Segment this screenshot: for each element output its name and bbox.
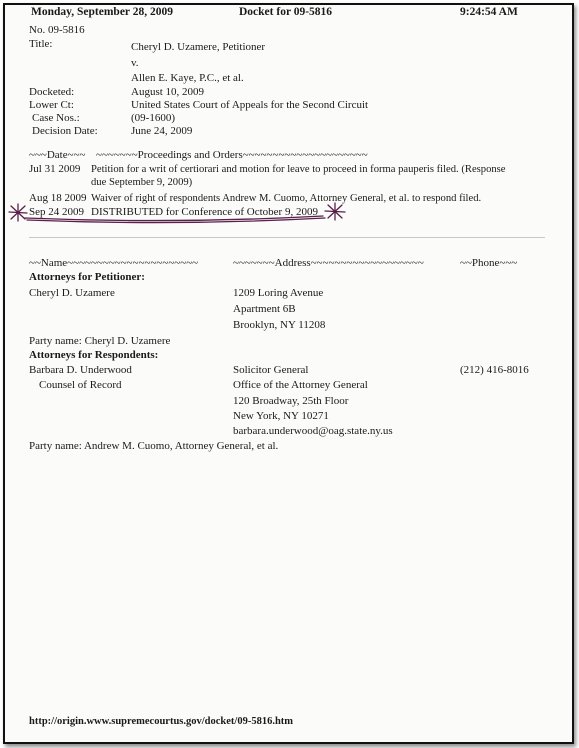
address-line: New York, NY 10271 bbox=[233, 410, 329, 422]
decision-date-label: Decision Date: bbox=[32, 125, 98, 137]
footer-url: http://origin.www.supremecourtus.gov/docket/09-5816.htm bbox=[29, 716, 294, 727]
lower-ct: United States Court of Appeals for the Second Circuit bbox=[131, 99, 369, 111]
respondent-attorney-name: Barbara D. Underwood bbox=[29, 364, 132, 376]
docketed-date: August 10, 2009 bbox=[131, 86, 205, 98]
entry-text: Petition for a writ of certiorari and motion for leave to proceed in forma pauperis filed. (Response bbox=[91, 164, 506, 175]
date-column-header: ~~~Date~~~ bbox=[29, 149, 86, 161]
entry-date: Aug 18 2009 bbox=[29, 192, 87, 204]
case-nos-label: Case Nos.: bbox=[32, 112, 80, 124]
address-line: 120 Broadway, 25th Floor bbox=[233, 395, 349, 407]
entry-date: Jul 31 2009 bbox=[29, 163, 81, 175]
name-column-header: ~~Name~~~~~~~~~~~~~~~~~~~~~~ bbox=[29, 257, 199, 269]
address-line: 1209 Loring Avenue bbox=[233, 287, 324, 299]
address-line: Brooklyn, NY 11208 bbox=[233, 319, 326, 331]
address-line: Solicitor General bbox=[233, 364, 309, 376]
title-label: Title: bbox=[29, 38, 53, 50]
entry-date: Sep 24 2009 bbox=[29, 206, 84, 218]
entry-text: DISTRIBUTED for Conference of October 9, 2009 bbox=[91, 206, 318, 218]
proceedings-column-header: ~~~~~~~Proceedings and Orders~~~~~~~~~~~~~~~~~~~~~ bbox=[96, 149, 368, 161]
lower-ct-label: Lower Ct: bbox=[29, 99, 74, 111]
petitioner-caption: Cheryl D. Uzamere, Petitioner bbox=[131, 41, 266, 53]
case-number: No. 09-5816 bbox=[29, 24, 85, 36]
case-nos: (09-1600) bbox=[131, 112, 175, 124]
address-line: Apartment 6B bbox=[233, 303, 296, 315]
header-time: 9:24:54 AM bbox=[460, 6, 518, 18]
entry-text-continued: due September 9, 2009) bbox=[91, 177, 193, 188]
respondent-phone: (212) 416-8016 bbox=[460, 364, 529, 376]
respondent-party-name: Party name: Andrew M. Cuomo, Attorney General, et al. bbox=[29, 440, 279, 452]
docket-page bbox=[3, 3, 574, 744]
respondent-attorney-role: Counsel of Record bbox=[39, 379, 122, 391]
address-column-header: ~~~~~~~Address~~~~~~~~~~~~~~~~~~~ bbox=[233, 257, 424, 269]
address-line: Office of the Attorney General bbox=[233, 379, 368, 391]
petitioner-attorneys-heading: Attorneys for Petitioner: bbox=[29, 271, 145, 283]
email-address: barbara.underwood@oag.state.ny.us bbox=[233, 425, 393, 437]
respondent-caption: Allen E. Kaye, P.C., et al. bbox=[131, 72, 244, 84]
versus: v. bbox=[131, 57, 139, 69]
docket-title: Docket for 09-5816 bbox=[239, 6, 333, 18]
docketed-label: Docketed: bbox=[29, 86, 75, 98]
section-divider bbox=[29, 237, 545, 238]
petitioner-attorney-name: Cheryl D. Uzamere bbox=[29, 287, 115, 299]
phone-column-header: ~~Phone~~~ bbox=[460, 257, 518, 269]
header-date: Monday, September 28, 2009 bbox=[31, 6, 173, 18]
respondent-attorneys-heading: Attorneys for Respondents: bbox=[29, 349, 159, 361]
decision-date: June 24, 2009 bbox=[131, 125, 193, 137]
petitioner-party-name: Party name: Cheryl D. Uzamere bbox=[29, 335, 171, 347]
entry-text: Waiver of right of respondents Andrew M. Cuomo, Attorney General, et al. to respond filed. bbox=[91, 193, 482, 204]
